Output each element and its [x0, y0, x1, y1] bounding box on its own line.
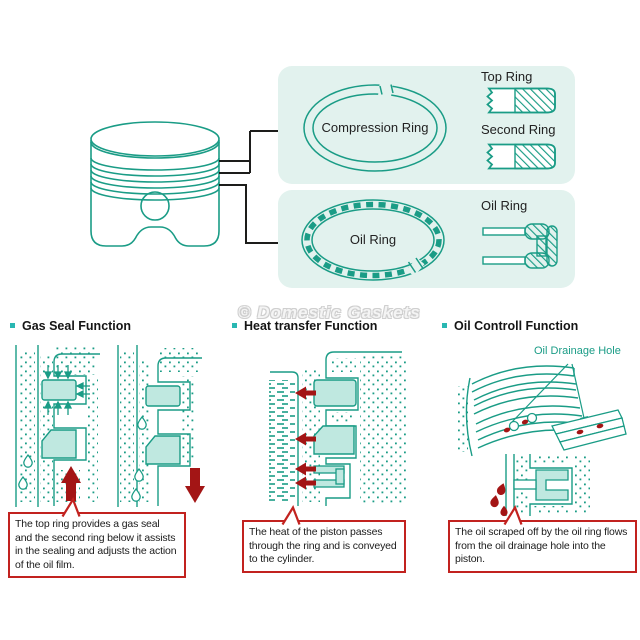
- oil-ring-panel: [278, 190, 575, 288]
- callout-pointer: [280, 506, 302, 525]
- callout-pointer: [502, 506, 524, 525]
- piston-pin-hole: [141, 192, 169, 220]
- top-ring-label: Top Ring: [481, 69, 533, 84]
- drain-channel-piece: [552, 410, 626, 450]
- note-text: The heat of the piston passes through the ring and is conveyed to the cylinder.: [249, 526, 397, 565]
- heat-transfer-diagram: [250, 342, 422, 510]
- section-header-gas-seal: [10, 319, 131, 333]
- callout-pointer: [60, 498, 82, 517]
- annotation-leader-lines: [512, 364, 584, 422]
- note-text: The top ring provides a gas seal and the second ring below it assists in the sealing and adjusts the action of the oil film.: [15, 518, 177, 571]
- drain-passage: [514, 480, 536, 489]
- compression-ring-panel: [278, 66, 575, 184]
- note-text: The oil scraped off by the oil ring flows from the oil drainage hole into the piston.: [455, 526, 628, 565]
- second-ring-cross-section: [481, 143, 557, 170]
- piston-outline: [91, 122, 219, 246]
- oil-drainage-hole-label: Oil Drainage Hole: [534, 345, 621, 357]
- compression-ring-label: Compression Ring: [321, 120, 429, 135]
- oil-ring-center-label: Oil Ring: [349, 232, 397, 247]
- bullet-icon: [232, 323, 237, 328]
- gas-seal-note: [8, 512, 186, 578]
- drainage-hole: [528, 414, 537, 423]
- oil-ring-cross: [536, 470, 568, 500]
- drainage-hole: [510, 422, 519, 431]
- watermark: © Domestic Gaskets: [238, 303, 421, 322]
- oil-droplet-icon: [490, 494, 500, 507]
- section-title: Gas Seal Function: [22, 319, 132, 333]
- oil-ring-cross-section: [481, 220, 561, 272]
- oil-ring-cross-label: Oil Ring: [481, 198, 528, 213]
- connector-lines: [219, 131, 284, 243]
- bullet-icon: [10, 323, 15, 328]
- downstroke-arrow: [185, 468, 205, 503]
- bullet-icon: [442, 323, 447, 328]
- section-title: Heat transfer Function: [244, 319, 378, 333]
- heat-transfer-note: [242, 520, 406, 573]
- second-ring-label: Second Ring: [481, 122, 556, 137]
- section-header-oil-control: [442, 319, 578, 333]
- oil-control-diagram: [448, 338, 640, 518]
- gas-seal-diagram: [6, 342, 216, 510]
- oil-control-note: [448, 520, 637, 573]
- top-ring-cross-section: [481, 87, 557, 114]
- section-title: Oil Controll Function: [454, 319, 579, 333]
